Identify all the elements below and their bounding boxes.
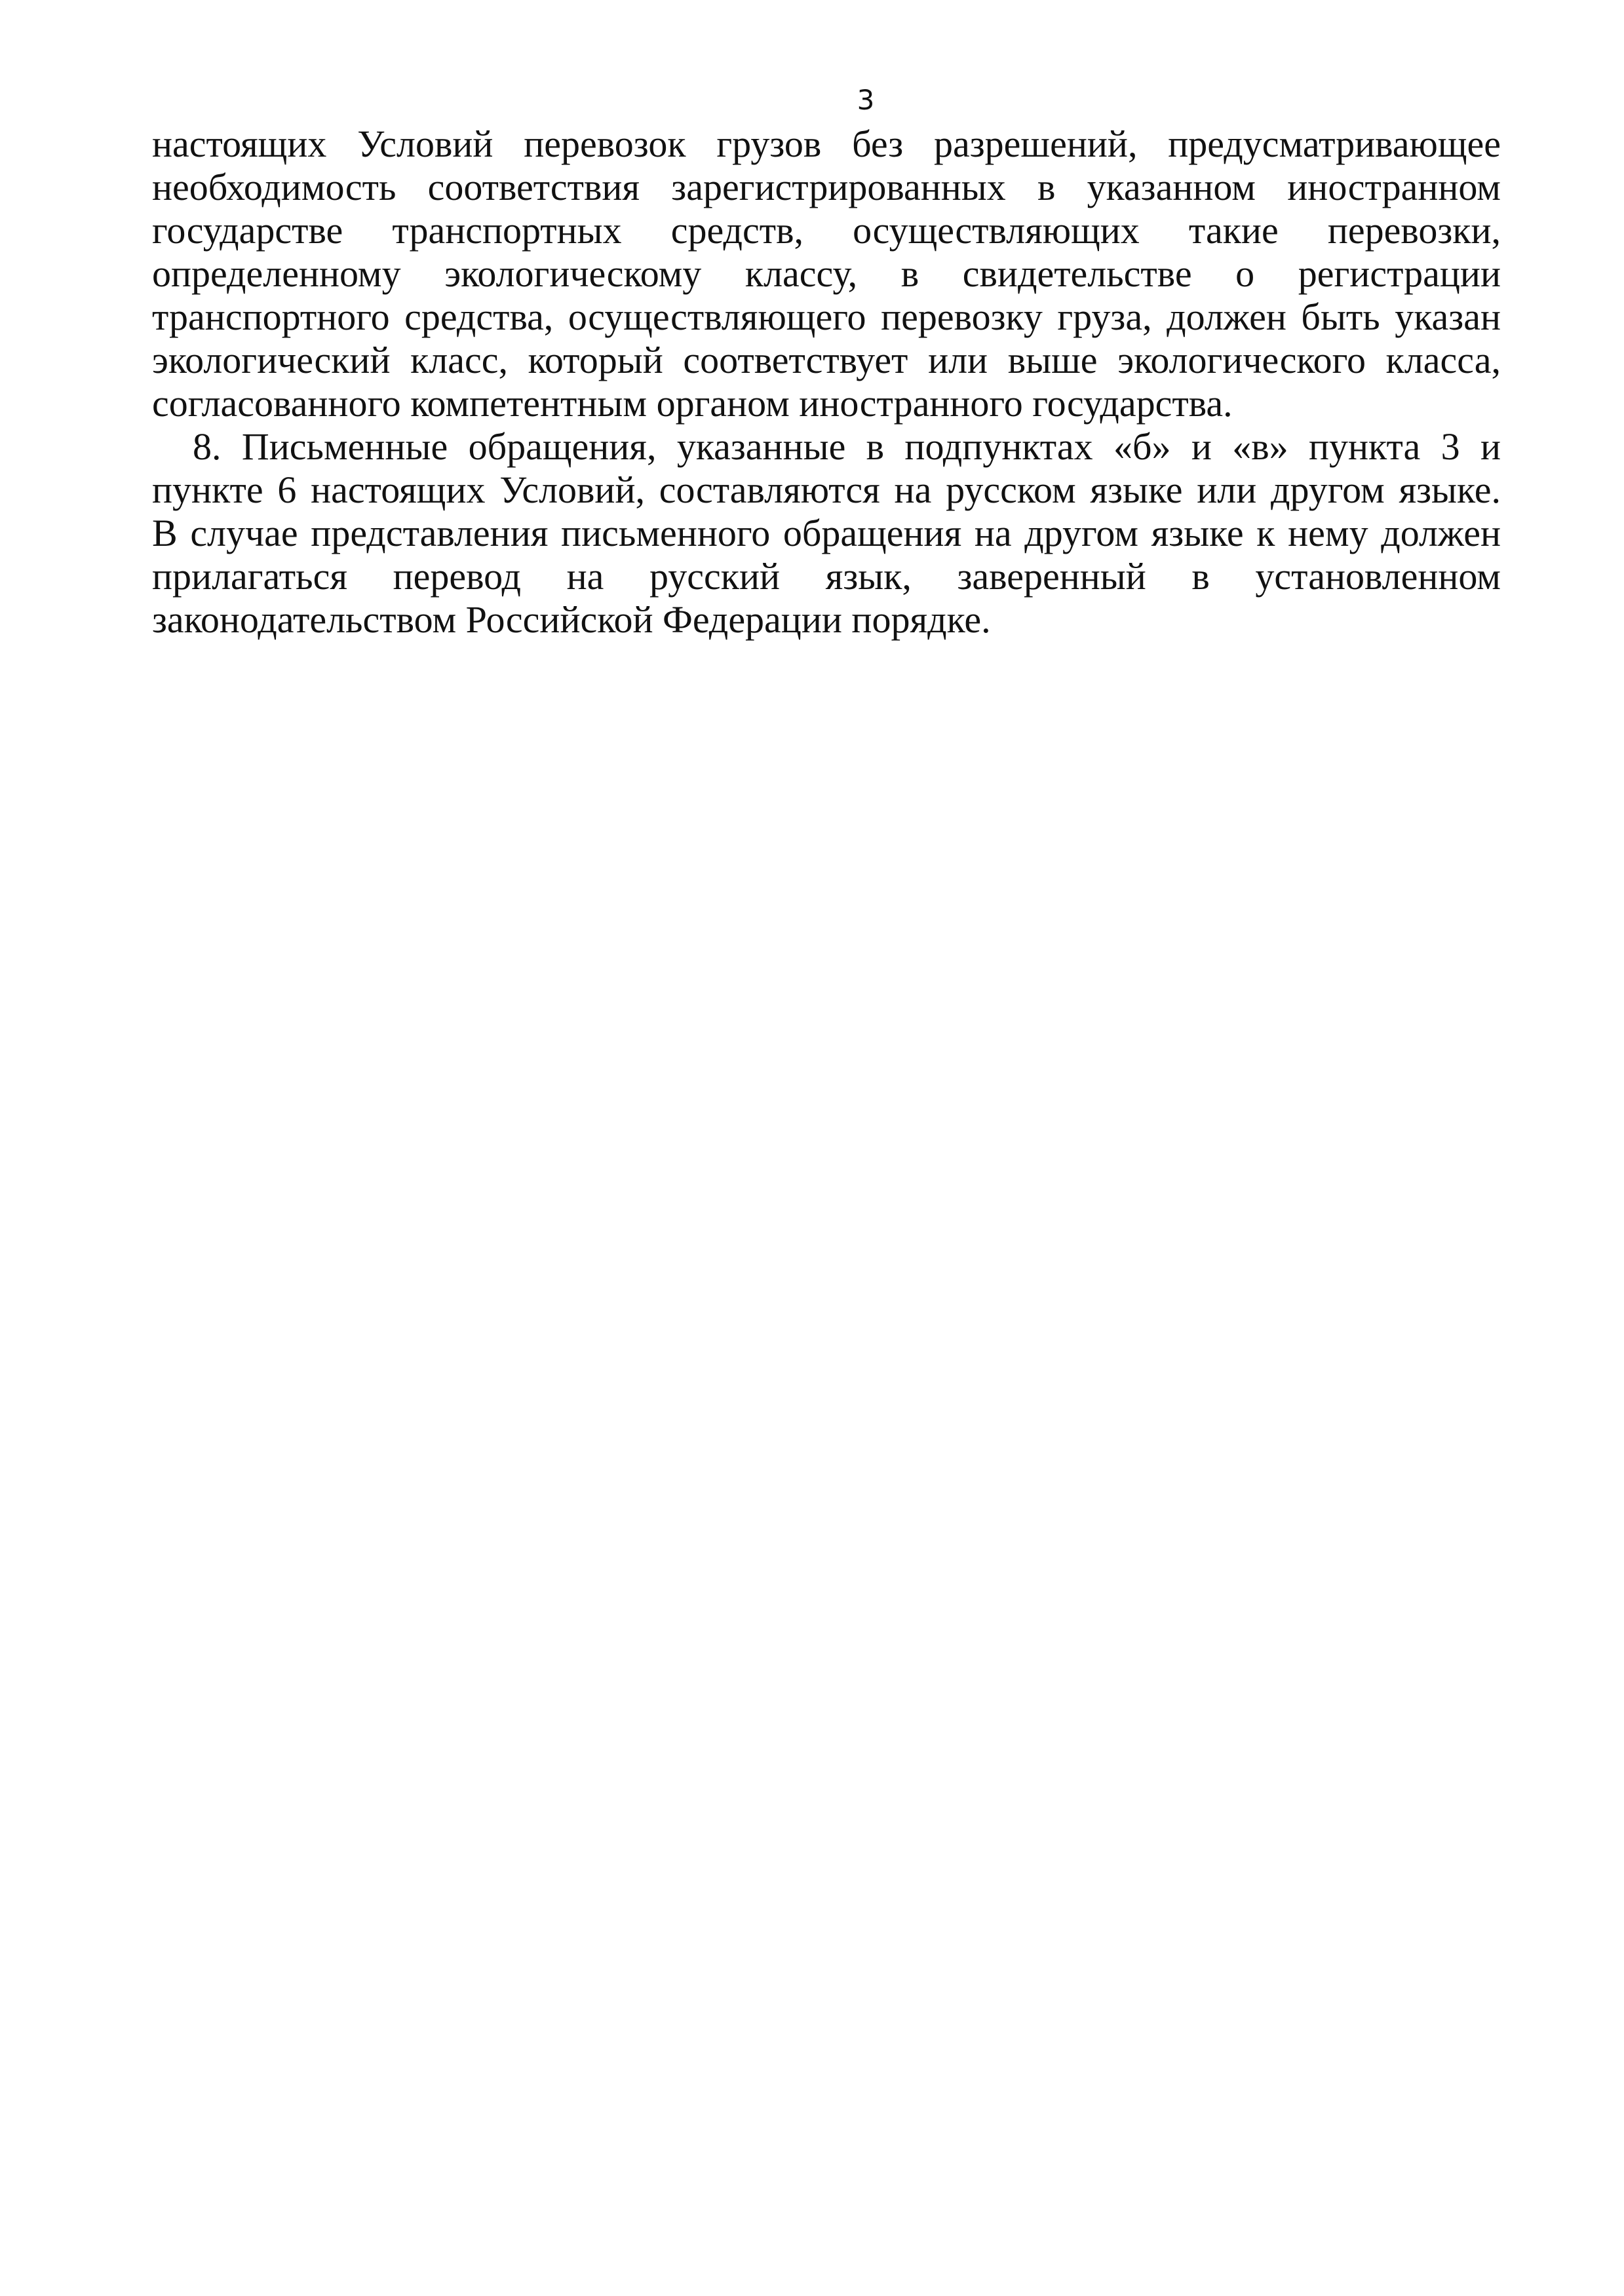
text-line: транспортного средства, осуществляющего перевозку груза, должен быть указан bbox=[152, 296, 1501, 338]
text-line: необходимость соответствия зарегистрированных в указанном иностранном bbox=[152, 166, 1501, 208]
text-line: пункте 6 настоящих Условий, составляются на русском языке или другом языке. bbox=[152, 469, 1501, 511]
paragraph-item-8 bbox=[152, 425, 1501, 641]
text-line: государстве транспортных средств, осуществляющих такие перевозки, bbox=[152, 209, 1501, 252]
text-line: согласованного компетентным органом иностранного государства. bbox=[152, 382, 1233, 425]
text-line: законодательством Российской Федерации порядке. bbox=[152, 598, 991, 641]
page-number: 3 bbox=[857, 84, 875, 116]
text-line: В случае представления письменного обращения на другом языке к нему должен bbox=[152, 512, 1501, 554]
paragraph-continuation bbox=[152, 123, 1501, 425]
text-line: настоящих Условий перевозок грузов без разрешений, предусматривающее bbox=[152, 123, 1501, 165]
document-body bbox=[152, 123, 1501, 641]
text-line: прилагаться перевод на русский язык, заверенный в установленном bbox=[152, 555, 1501, 598]
text-line: 8. Письменные обращения, указанные в подпунктах «б» и «в» пункта 3 и bbox=[193, 425, 1501, 468]
text-line: экологический класс, который соответствует или выше экологического класса, bbox=[152, 339, 1501, 381]
text-line: определенному экологическому классу, в свидетельстве о регистрации bbox=[152, 252, 1501, 295]
